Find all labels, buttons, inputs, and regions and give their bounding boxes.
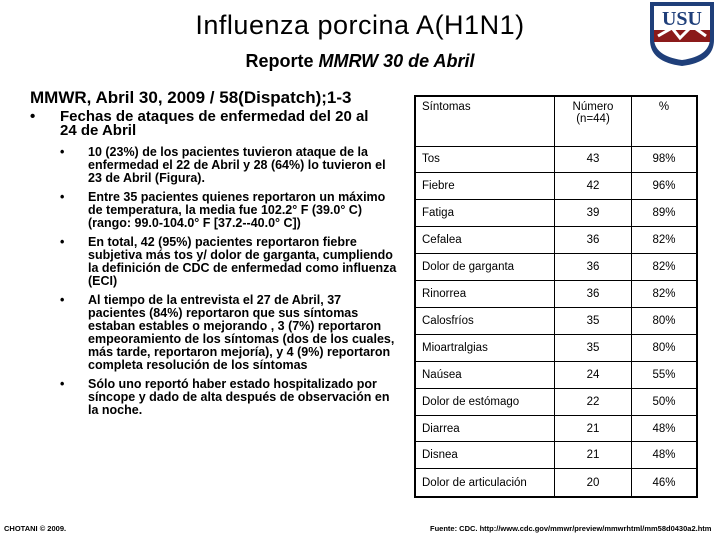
footer-source: Fuente: CDC. http://www.cdc.gov/mmwr/preview/mmwrhtml/mm58d0430a2.htm [430, 524, 712, 533]
bullet-dot: • [60, 235, 65, 249]
table-row [415, 146, 697, 173]
cell-percent: 89% [632, 200, 698, 227]
cell-percent: 50% [632, 388, 698, 415]
cell-percent: 82% [632, 254, 698, 281]
cell-symptom: Diarrea [415, 415, 555, 442]
cell-percent: 48% [632, 415, 698, 442]
cell-number: 35 [555, 307, 632, 334]
cell-percent: 82% [632, 281, 698, 308]
cell-symptom: Mioartralgias [415, 334, 555, 361]
cell-symptom: Disnea [415, 442, 555, 469]
cell-number: 36 [555, 281, 632, 308]
slide-title: Influenza porcina A(H1N1) [195, 10, 525, 40]
header-number: Número (n=44) [555, 96, 632, 146]
sub-bullet-text: Entre 35 pacientes quienes reportaron un máximo de temperatura, la media fue 102.2° F (39.0° C) (rango: 99.0-104.0° F [37.2--40.0° C]) [88, 190, 386, 230]
cell-symptom: Naúsea [415, 361, 555, 388]
sub-bullet-text: Sólo uno reportó haber estado hospitalizado por síncope y dado de alta después de observación en la noche. [88, 377, 390, 417]
usu-logo [644, 0, 720, 68]
table-row [415, 173, 697, 200]
cell-symptom: Fatiga [415, 200, 555, 227]
cell-number: 36 [555, 227, 632, 254]
table-row [415, 254, 697, 281]
sub-bullet-item [60, 191, 400, 230]
table-row [415, 469, 697, 497]
header-percent: % [632, 96, 698, 146]
cell-number: 35 [555, 334, 632, 361]
cell-percent: 46% [632, 469, 698, 497]
sub-bullet-item [60, 294, 400, 372]
footer-copyright: CHOTANI © 2009. [4, 524, 67, 533]
cell-symptom: Calosfríos [415, 307, 555, 334]
header-symptom: Síntomas [415, 96, 555, 146]
cell-number: 43 [555, 146, 632, 173]
table-row [415, 200, 697, 227]
symptoms-table [414, 95, 698, 498]
table-row [415, 227, 697, 254]
cell-symptom: Dolor de garganta [415, 254, 555, 281]
sub-bullet-item [60, 378, 400, 417]
bullet-dot: • [30, 108, 36, 125]
table-row [415, 442, 697, 469]
bullet-dot: • [60, 377, 65, 391]
svg-text:USU: USU [661, 8, 703, 30]
slide-subtitle [0, 51, 720, 72]
bullet-dot: • [60, 293, 65, 307]
cell-symptom: Rinorrea [415, 281, 555, 308]
sub-bullet-text: En total, 42 (95%) pacientes reportaron fiebre subjetiva más tos y/ dolor de garganta, cumpliendo la definición de CDC de enfermedad como influenza (ECI) [88, 235, 397, 288]
table-header-row [415, 96, 697, 146]
subtitle-italic: MMRW 30 de Abril [318, 51, 475, 71]
cell-number: 22 [555, 388, 632, 415]
sub-bullet-list [60, 146, 400, 423]
table-row [415, 281, 697, 308]
sub-bullet-item [60, 146, 400, 185]
sub-bullet-text: Al tiempo de la entrevista el 27 de Abril, 37 pacientes (84%) reportaron que sus síntomas estaban estables o mejorando , 3 (7%) reportaron empeoramiento de los síntomas (dos de los cuales, más tarde, reportaron mejoría), y 4 (9%) reportaron completa resolución de los síntomas [88, 293, 395, 372]
subtitle-prefix: Reporte [245, 51, 319, 71]
cell-number: 39 [555, 200, 632, 227]
cell-number: 21 [555, 442, 632, 469]
table-row [415, 334, 697, 361]
cell-percent: 80% [632, 334, 698, 361]
table-row [415, 415, 697, 442]
cell-symptom: Cefalea [415, 227, 555, 254]
cell-number: 20 [555, 469, 632, 497]
table-row [415, 388, 697, 415]
cell-number: 24 [555, 361, 632, 388]
table-row [415, 307, 697, 334]
table-row [415, 361, 697, 388]
cell-percent: 98% [632, 146, 698, 173]
content-heading: MMWR, Abril 30, 2009 / 58(Dispatch);1-3 [30, 88, 352, 107]
cell-percent: 48% [632, 442, 698, 469]
cell-symptom: Tos [415, 146, 555, 173]
level1-bullet [30, 110, 380, 138]
sub-bullet-text: 10 (23%) de los pacientes tuvieron ataque de la enfermedad el 22 de Abril y 28 (64%) lo tuvieron el 23 de Abril (Figura). [88, 145, 386, 185]
level1-text: Fechas de ataques de enfermedad del 20 al 24 de Abril [60, 108, 369, 139]
cell-number: 42 [555, 173, 632, 200]
cell-symptom: Dolor de articulación [415, 469, 555, 497]
cell-percent: 96% [632, 173, 698, 200]
bullet-dot: • [60, 190, 65, 204]
sub-bullet-item [60, 236, 400, 288]
cell-percent: 82% [632, 227, 698, 254]
bullet-dot: • [60, 145, 65, 159]
cell-number: 36 [555, 254, 632, 281]
cell-percent: 80% [632, 307, 698, 334]
cell-symptom: Dolor de estómago [415, 388, 555, 415]
cell-percent: 55% [632, 361, 698, 388]
cell-symptom: Fiebre [415, 173, 555, 200]
cell-number: 21 [555, 415, 632, 442]
